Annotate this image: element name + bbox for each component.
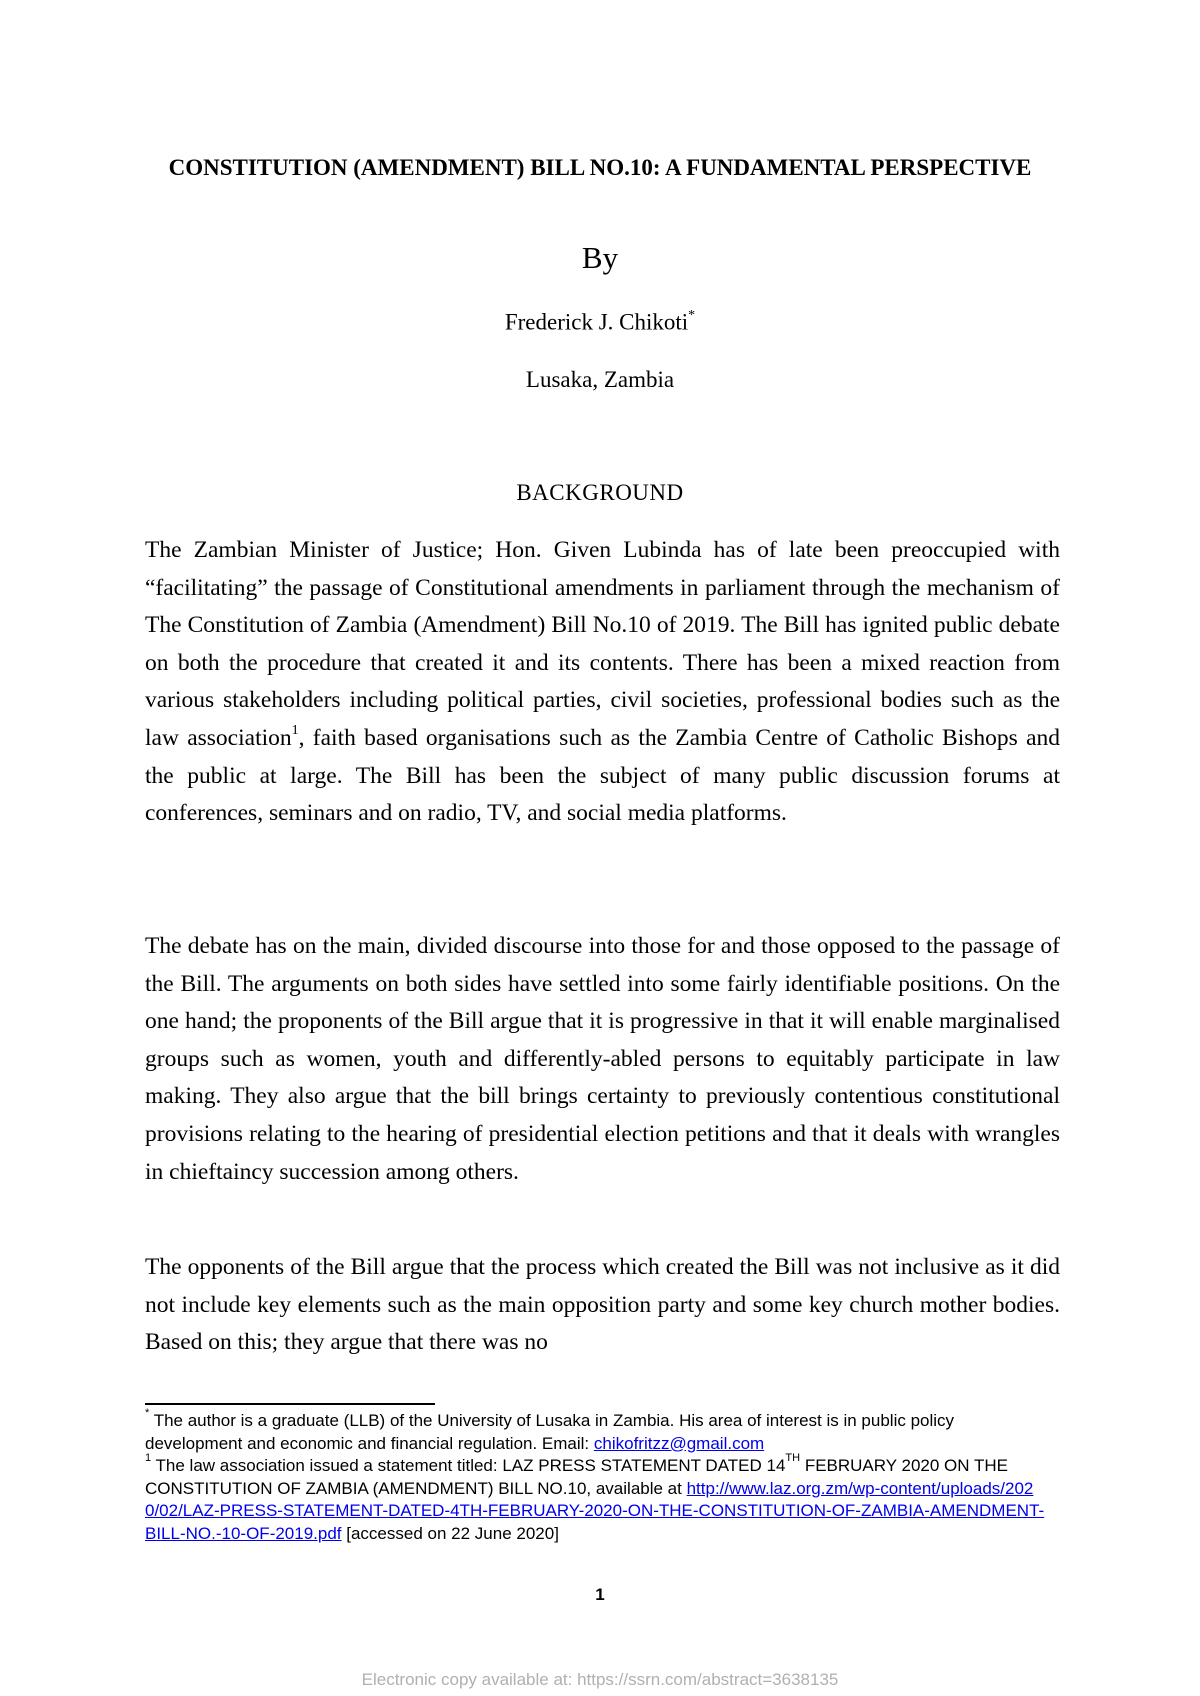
footnote-1-ordinal: TH (785, 1452, 801, 1465)
paragraph-1-text-b: , faith based organisations such as the Zambia Centre of Catholic Bishops and the public at large. The Bill has been the subject of many public discussion forums at conferences, seminars and on radio, TV, and social media platforms. (145, 724, 1060, 827)
footnote-separator (145, 1403, 435, 1405)
paragraph-3: The opponents of the Bill argue that the process which created the Bill was not inclusive as it did not include key elements such as the main opposition party and some key church mother bodies. Based on this; they argue that there was no (145, 1254, 1060, 1356)
section-heading: BACKGROUND (516, 480, 684, 505)
footnote-ref-1[interactable]: 1 (291, 723, 299, 739)
author-location: Lusaka, Zambia (525, 367, 675, 392)
footnote-1-mark: 1 (145, 1452, 152, 1465)
footnotes (145, 1407, 1045, 1545)
paragraph-1 (145, 532, 1060, 833)
author-name: Frederick J. Chikoti (504, 309, 689, 335)
footnote-author-text: The author is a graduate (LLB) of the University of Lusaka in Zambia. His area of interest is in public policy development and economic and financial regulation. Email: (145, 1411, 955, 1453)
footnote-1-text-b: FEBRUARY 2020 ON THE CONSTITUTION OF ZAMBIA (AMENDMENT) BILL NO.10, available at (145, 1456, 1008, 1498)
document-title: CONSTITUTION (AMENDMENT) BILL NO.10: A FUNDAMENTAL PERSPECTIVE (168, 155, 1032, 180)
footnote-1-text-a: The law association issued a statement titled: LAZ PRESS STATEMENT DATED 14 (151, 1456, 786, 1475)
paragraph-2: The debate has on the main, divided discourse into those for and those opposed to the passage of the Bill. The arguments on both sides have settled into some fairly identifiable positions. On the one hand; the proponents of the Bill argue that it is progressive in that it will enable marginalised groups such as women, youth and differently-abled persons to equitably participate in law making. They also argue that the bill brings certainty to previously contentious constitutional provisions relating to the hearing of presidential election petitions and that it deals with wrangles in chieftaincy succession among others. (145, 933, 1060, 1185)
paragraph-1-text-a: The Zambian Minister of Justice; Hon. Given Lubinda has of late been preoccupied with “facilitating” the passage of Constitutional amendments in parliament through the mechanism of The Constitution of Zambia (Amendment) Bill No.10 of 2019. The Bill has ignited public debate on both the procedure that created it and its contents. There has been a mixed reaction from various stakeholders including political parties, civil societies, professional bodies such as the law association (145, 537, 1060, 751)
footnote-author (145, 1407, 1045, 1455)
author-footnote-mark[interactable]: * (688, 308, 696, 323)
footnote-1 (145, 1452, 1045, 1545)
ssrn-watermark[interactable]: Electronic copy available at: https://ssrn.com/abstract=3638135 (361, 1670, 839, 1689)
page-number: 1 (595, 1585, 605, 1604)
byline-label: By (581, 240, 619, 275)
footnote-1-text-c: [accessed on 22 June 2020] (341, 1523, 559, 1543)
author-name-line (0, 303, 1200, 338)
footnote-author-mark: * (145, 1407, 150, 1420)
laz-statement-link[interactable]: http://www.laz.org.zm/wp-content/uploads/2020/02/LAZ-PRESS-STATEMENT-DATED-4TH-FEBRUARY-2020-ON-THE-CONSTITUTION-OF-ZAMBIA-AMENDMENT-BILL-NO.-10-OF-2019.pdf (145, 1478, 1045, 1543)
email-link[interactable]: chikofritzz@gmail.com (593, 1433, 765, 1453)
